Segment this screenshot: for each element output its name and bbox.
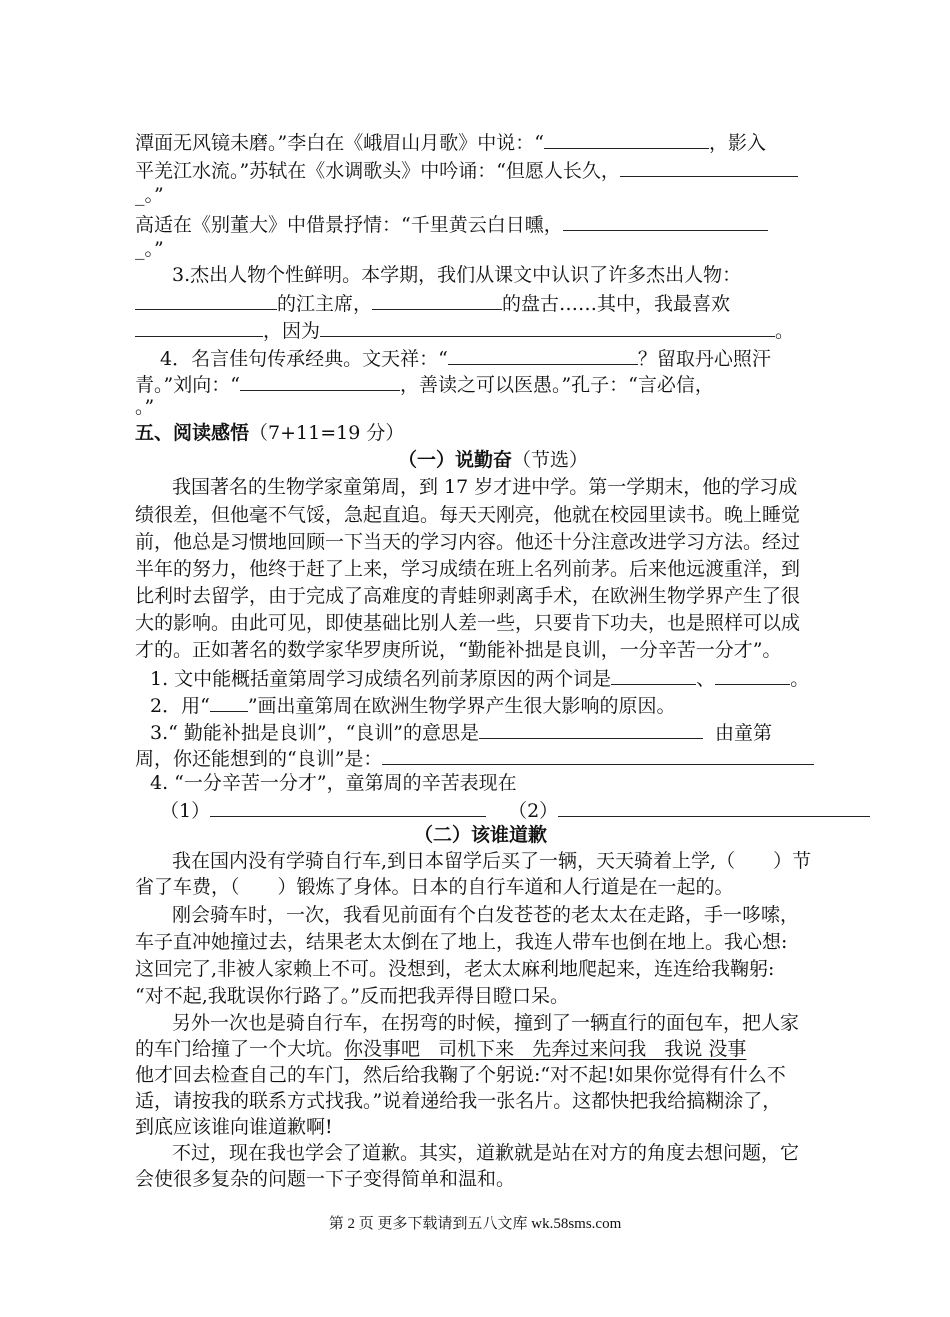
p1-question-4 [150,770,517,796]
text: 。 [790,668,810,690]
p1-question-3-cont [135,744,814,772]
paragraph-line: 大的影响。由此可见，即使基础比别人差一些，只要肯下功夫，也是照样可以成 [135,612,801,634]
text: ）节 [773,850,812,872]
text: （2） [508,800,559,822]
text: 1. 文中能概括童第周学习成绩名列前茅原因的两个词是 [150,668,612,690]
blank[interactable] [715,664,790,685]
paragraph-line: 才的。正如著名的数学家华罗庚所说，“勤能补拙是良训，一分辛苦一分才”。 [135,639,782,661]
blank[interactable] [563,210,768,231]
text: _。” [135,238,164,260]
paragraph-line: 车子直冲她撞过去，结果老太太倒在了地上，我连人带车也倒在地上。我心想: [135,931,788,953]
paragraph-line: 他才回去检查自己的车门，然后给我鞠了个躬说:“对不起!如果你觉得有什么不 [135,1064,786,1086]
text: ”画出童第周在欧洲生物学界产生很大影响的原因。 [247,695,676,717]
section-heading [135,420,404,446]
text: ？留取丹心照汗 [637,348,771,370]
text: 。” [135,396,155,418]
page-footer [0,1212,950,1233]
blank[interactable] [558,796,870,817]
text: ，善读之可以医愚。”孔子：“言必信， [399,374,714,396]
paragraph-line: 不过，现在我也学会了道歉。其实，道歉就是站在对方的角度去想问题，它 [172,1142,800,1164]
text: 潭面无风镜未磨。”李白在《峨眉山月歌》中说：“ [135,132,544,154]
q4-line-1 [160,344,771,372]
text: 青。”刘向：“ [135,374,240,396]
fill-line-3 [135,182,164,208]
text: ，因为 [263,320,321,342]
fill-line-4 [135,210,768,238]
text: （1） [160,800,211,822]
paragraph-line: 绩很差，但他毫不气馁，急起直追。每天天刚亮，他就在校园里读书。晚上睡觉 [135,504,801,526]
text: 2．用“ [150,695,210,717]
paragraph-line: 我国著名的生物学家童第周，到 17 岁才进中学。第一学期末，他的学习成 [172,476,798,498]
p1-question-1 [150,664,809,692]
text: 4．名言佳句传承经典。文天祥：“ [160,348,448,370]
paragraph-line: 比利时去留学，由于完成了高难度的青蛙卵剥离手术，在欧洲生物学界产生了很 [135,585,801,607]
blank[interactable] [448,344,638,365]
passage1-title [398,447,588,473]
paragraph-line [172,848,811,874]
blank[interactable] [240,370,400,391]
p1-question-2 [150,691,676,719]
paragraph-line: “对不起,我耽误你行路了。”反而把我弄得目瞪口呆。 [135,985,569,1007]
footer-text: 第 2 页 更多下载请到五八文库 wk.58sms.com [328,1216,622,1232]
title-text: （二）该谁道歉 [414,824,548,846]
text: _。” [135,184,164,206]
blank[interactable] [611,664,696,685]
blank[interactable] [135,316,263,337]
blank[interactable] [382,744,814,765]
text: 3.杰出人物个性鲜明。本学期，我们从课文中认识了许多杰出人物： [172,264,742,286]
underline-sample [210,691,248,712]
text: ，影入 [708,132,766,154]
blank[interactable] [135,289,277,310]
p1-question-4-blanks [160,796,870,824]
text: 4. “一分辛苦一分才”，童第周的辛苦表现在 [150,772,517,794]
paragraph-line: 这回完了,非被人家赖上不可。没想到，老太太麻利地爬起来，连连给我鞠躬: [135,958,775,980]
paragraph-line: 前，他总是习惯地回顾一下当天的学习内容。他还十分注意改进学习方法。经过 [135,531,801,553]
text: 3.“ 勤能补拙是良训”，“良训”的意思是 [150,722,480,744]
section-title: 五、阅读感悟 [135,422,250,444]
text: 省了车费，（ [135,876,240,898]
text: 的车门给撞了一个大坑。 [135,1038,345,1060]
paragraph-line: 到底应该谁向谁道歉啊! [135,1116,333,1138]
q4-line-2 [135,370,714,398]
blank[interactable] [210,796,486,817]
title-text: （一）说勤奋 [398,449,513,471]
text: 的盘古……其中，我最喜欢 [502,293,731,315]
paragraph-line: 会使很多复杂的问题一下子变得简单和温和。 [135,1168,516,1190]
subtitle-text: （节选） [512,449,589,471]
p1-question-3 [150,718,772,746]
section-score: （7+11=19 分） [249,422,405,444]
text: 的江主席， [277,293,373,315]
fill-line-1 [135,128,766,156]
q3-line-3 [135,316,794,344]
text: 。 [775,320,795,342]
fill-line-2 [135,156,798,184]
blank[interactable] [544,128,709,149]
fill-line-5 [135,236,164,262]
text: 、 [696,668,716,690]
text: 我在国内没有学骑自行车,到日本留学后买了一辆，天天骑着上学,（ [172,850,736,872]
passage2-title [414,822,547,848]
text: 高适在《别董大》中借景抒情：“千里黄云白日曛， [135,214,563,236]
paragraph-line: 半年的努力，他终于赶了上来，学习成绩在班上名列前茅。后来他远渡重洋，到 [135,558,801,580]
paragraph-line [135,1036,746,1062]
q3-line-2 [135,289,730,317]
paragraph-line: 另外一次也是骑自行车，在拐弯的时候，撞到了一辆直行的面包车，把人家 [172,1012,800,1034]
paragraph-line: 刚会骑车时，一次，我看见前面有个白发苍苍的老太太在走路，手一哆嗦， [172,904,800,926]
paragraph-line [135,874,734,900]
blank[interactable] [372,289,502,310]
text: 由童第 [715,722,773,744]
q4-line-3 [135,394,154,420]
text: 周，你还能想到的“良训”是： [135,748,383,770]
blank[interactable] [479,718,703,739]
text: 平羌江水流。”苏轼在《水调歌头》中吟诵：“但愿人长久， [135,160,620,182]
q3-line-1 [172,262,741,288]
blank[interactable] [320,316,775,337]
punctuation-task-text: 你没事吧 司机下来 先奔过来问我 我说 没事 [344,1038,747,1060]
blank[interactable] [620,156,798,177]
text: ）锻炼了身体。日本的自行车道和人行道是在一起的。 [277,876,734,898]
paragraph-line: 适，请按我的联系方式找我。”说着递给我一张名片。这都快把我给搞糊涂了， [135,1090,782,1112]
